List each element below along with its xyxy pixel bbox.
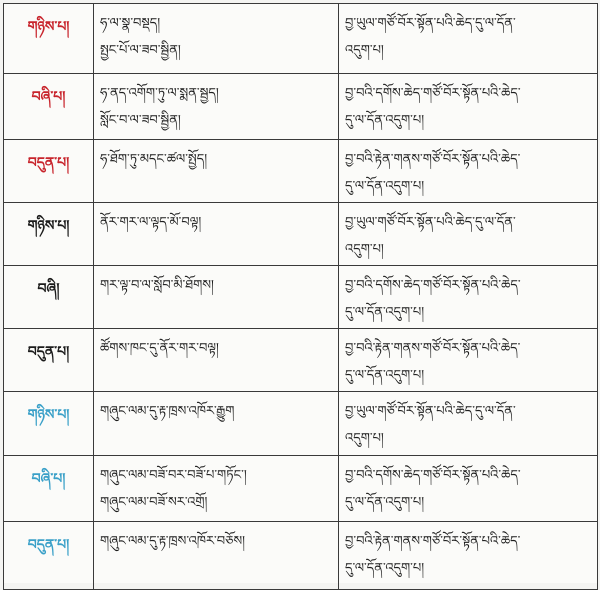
example-line: སློང་བ་ལ་ཟབ་སྦྱིན།	[100, 113, 181, 128]
explanation-line: དུ་ལ་དོན་འདུག་པ།	[345, 495, 425, 510]
example-cell	[94, 203, 339, 266]
example-cell	[94, 392, 339, 456]
explanation-line: འདུག་པ།	[345, 43, 384, 58]
case-number-cell: བདུན་པ།	[4, 522, 94, 590]
table-row	[4, 203, 598, 266]
table-row	[4, 392, 598, 456]
example-cell	[94, 456, 339, 522]
explanation-cell	[339, 266, 598, 329]
example-line: ནོར་གར་ལ་ལྟད་མོ་བལྟ།	[100, 215, 202, 230]
example-line: གར་ལྟ་བ་ལ་སློབ་མི་ཐོགས།	[100, 278, 214, 293]
example-cell	[94, 140, 339, 203]
example-cell	[94, 329, 339, 392]
explanation-line: བྱ་ཡུལ་གཙོ་བོར་སྟོན་པའི་ཆེད་དུ་ལ་དོན་	[345, 215, 516, 230]
explanation-line: དུ་ལ་དོན་འདུག་པ།	[345, 368, 425, 383]
explanation-cell	[339, 74, 598, 140]
case-number-cell: བཞི།	[4, 266, 94, 329]
example-line: གཞུང་ལམ་བཟོ་བར་བཟོ་པ་གཏོང་།	[100, 468, 247, 483]
case-number-cell: བཞི་པ།	[4, 74, 94, 140]
explanation-line: བྱ་བའི་དགོས་ཆེད་གཙོ་བོར་སྟོན་པའི་ཆེད་	[345, 468, 521, 483]
table-row	[4, 329, 598, 392]
explanation-cell	[339, 140, 598, 203]
example-cell	[94, 266, 339, 329]
example-line: ཧ་ཐོག་ཏུ་མདང་ཚལ་སྤྱོད།	[100, 152, 208, 167]
case-number-cell: གཉིས་པ།	[4, 4, 94, 74]
example-line: ཧ་ནད་འགོག་ཏུ་ལ་སྨན་སྦྱད།	[100, 86, 219, 101]
explanation-line: བྱ་ཡུལ་གཙོ་བོར་སྟོན་པའི་ཆེད་དུ་ལ་དོན་	[345, 404, 516, 419]
example-line: གཞུང་ལམ་བཟོ་སར་འགྲོ།	[100, 495, 208, 510]
explanation-cell	[339, 456, 598, 522]
explanation-line: དུ་ལ་དོན་འདུག་པ།	[345, 561, 425, 576]
table-row	[4, 522, 598, 590]
explanation-line: བྱ་བའི་དགོས་ཆེད་གཙོ་བོར་སྟོན་པའི་ཆེད་	[345, 86, 521, 101]
explanation-line: འདུག་པ།	[345, 431, 384, 446]
explanation-line: དུ་ལ་དོན་འདུག་པ།	[345, 179, 425, 194]
table-row	[4, 140, 598, 203]
example-line: གཞུང་ལམ་དུ་རྟ་ཁྲས་འཁོར་རྒྱུག	[100, 404, 235, 419]
explanation-cell	[339, 203, 598, 266]
example-cell	[94, 74, 339, 140]
explanation-line: བྱ་བའི་རྟེན་གནས་གཙོ་བོར་སྟོན་པའི་ཆེད་	[345, 152, 521, 167]
example-line: ཚོགས་ཁང་དུ་ནོར་གར་བལྟ།	[100, 341, 219, 356]
explanation-cell	[339, 392, 598, 456]
grammar-table-sheet	[3, 3, 597, 583]
table-row	[4, 456, 598, 522]
explanation-line: བྱ་ཡུལ་གཙོ་བོར་སྟོན་པའི་ཆེད་དུ་ལ་དོན་	[345, 16, 516, 31]
example-line: གཞུང་ལམ་དུ་རྟ་ཁྲས་འཁོར་བཅོས།	[100, 534, 246, 549]
example-cell	[94, 522, 339, 590]
table-row	[4, 74, 598, 140]
table-row	[4, 4, 598, 74]
example-cell	[94, 4, 339, 74]
explanation-cell	[339, 4, 598, 74]
explanation-cell	[339, 329, 598, 392]
case-number-cell: གཉིས་པ།	[4, 392, 94, 456]
explanation-line: བྱ་བའི་རྟེན་གནས་གཙོ་བོར་སྟོན་པའི་ཆེད་	[345, 534, 521, 549]
explanation-line: དུ་ལ་དོན་འདུག་པ།	[345, 113, 425, 128]
case-number-cell: གཉིས་པ།	[4, 203, 94, 266]
explanation-cell	[339, 522, 598, 590]
explanation-line: བྱ་བའི་དགོས་ཆེད་གཙོ་བོར་སྟོན་པའི་ཆེད་	[345, 278, 521, 293]
case-number-cell: བདུན་པ།	[4, 140, 94, 203]
example-line: སྤྱང་པོ་ལ་ཟབ་སྦྱིན།	[100, 43, 181, 58]
case-number-cell: བཞི་པ།	[4, 456, 94, 522]
explanation-line: དུ་ལ་དོན་འདུག་པ།	[345, 305, 425, 320]
explanation-line: འདུག་པ།	[345, 242, 384, 257]
example-line: ཧ་ལ་སྣ་བསྡད།	[100, 16, 161, 31]
explanation-line: བྱ་བའི་རྟེན་གནས་གཙོ་བོར་སྟོན་པའི་ཆེད་	[345, 341, 521, 356]
case-number-cell: བདུན་པ།	[4, 329, 94, 392]
grammar-table	[3, 3, 598, 590]
table-row	[4, 266, 598, 329]
